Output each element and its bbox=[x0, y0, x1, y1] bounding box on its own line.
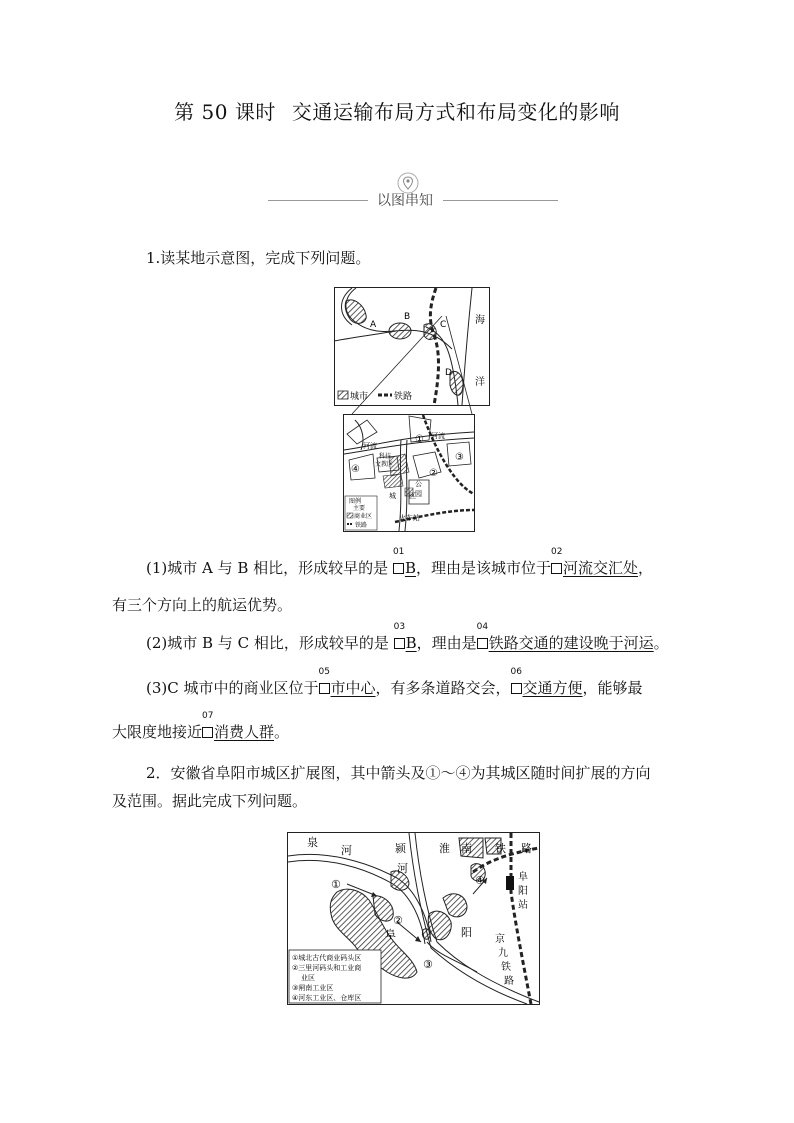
svg-text:洋: 洋 bbox=[475, 377, 485, 388]
answer-number-03: 03 bbox=[394, 633, 405, 653]
svg-text:③: ③ bbox=[423, 958, 433, 971]
section-divider-right bbox=[443, 200, 558, 201]
answer-number-04: 04 bbox=[477, 633, 488, 653]
q1-stem: 1.读某地示意图，完成下列问题。 bbox=[146, 249, 371, 267]
svg-text:海: 海 bbox=[475, 315, 485, 326]
svg-text:④: ④ bbox=[351, 464, 360, 475]
svg-text:公: 公 bbox=[415, 480, 422, 488]
svg-text:阜: 阜 bbox=[518, 872, 528, 883]
svg-text:C: C bbox=[440, 320, 447, 330]
svg-text:科技: 科技 bbox=[379, 453, 392, 460]
svg-text:园: 园 bbox=[415, 490, 422, 498]
q2-stem-line2: 及范围。据此完成下列问题。 bbox=[112, 792, 308, 810]
answer-number-05: 05 bbox=[319, 678, 330, 698]
answer-number-02: 02 bbox=[551, 558, 562, 578]
answer-05: 市中心 bbox=[330, 679, 376, 697]
svg-text:铁路: 铁路 bbox=[355, 522, 368, 529]
svg-text:业区: 业区 bbox=[301, 974, 315, 982]
svg-text:主要: 主要 bbox=[353, 505, 366, 512]
svg-text:铁: 铁 bbox=[501, 962, 511, 973]
svg-text:③: ③ bbox=[455, 452, 464, 463]
svg-text:文教区: 文教区 bbox=[375, 461, 394, 468]
answer-04: 铁路交通的建设晚于河运 bbox=[488, 634, 654, 652]
section-label: 以图串知 bbox=[377, 193, 433, 209]
svg-text:A: A bbox=[370, 320, 377, 330]
svg-text:④河东工业区、仓库区: ④河东工业区、仓库区 bbox=[292, 994, 362, 1002]
svg-text:阳: 阳 bbox=[461, 926, 472, 939]
answer-number-01: 01 bbox=[393, 558, 404, 578]
q1-part2: (2)城市 B 与 C 相比，形成较早的是 03 B，理由是 04 铁路交通的建设晚于河运。 bbox=[146, 622, 669, 652]
answer-03: B bbox=[405, 634, 417, 652]
svg-text:①: ① bbox=[415, 434, 424, 445]
map-fuyang-expansion bbox=[287, 832, 540, 1005]
svg-text:②: ② bbox=[429, 468, 438, 479]
answer-06: 交通方便 bbox=[522, 679, 583, 697]
svg-text:铁路: 铁路 bbox=[394, 392, 413, 402]
svg-text:九: 九 bbox=[498, 948, 508, 959]
q2-stem: 2．安徽省阜阳市城区扩展图，其中箭头及①～④为其城区随时间扩展的方向 bbox=[146, 764, 651, 782]
svg-text:河: 河 bbox=[341, 844, 352, 857]
svg-text:商业区: 商业区 bbox=[354, 513, 373, 520]
svg-text:区: 区 bbox=[409, 492, 416, 500]
map-city-c-detail bbox=[343, 414, 475, 532]
svg-text:③闸南工业区: ③闸南工业区 bbox=[292, 984, 334, 992]
answer-number-07: 07 bbox=[202, 722, 213, 742]
svg-text:B: B bbox=[404, 312, 411, 322]
svg-text:图例: 图例 bbox=[349, 498, 362, 505]
svg-text:④: ④ bbox=[475, 874, 485, 887]
svg-text:站: 站 bbox=[518, 900, 528, 911]
svg-text:①城北古代商业码头区: ①城北古代商业码头区 bbox=[292, 954, 362, 962]
q1-part3: (3)C 城市中的商业区位于 05 市中心，有多条道路交会， 06 交通方便，能够最 bbox=[146, 667, 643, 697]
svg-text:①: ① bbox=[331, 878, 341, 891]
svg-text:城: 城 bbox=[389, 492, 396, 500]
answer-02: 河流交汇处 bbox=[563, 559, 639, 577]
svg-text:京: 京 bbox=[495, 934, 505, 945]
svg-text:阳: 阳 bbox=[518, 886, 528, 897]
svg-text:河: 河 bbox=[397, 862, 408, 875]
svg-text:②: ② bbox=[393, 914, 403, 927]
q1-part1-line2: 有三个方向上的航运优势。 bbox=[112, 596, 293, 614]
section-divider-left bbox=[268, 200, 368, 201]
svg-text:颍: 颍 bbox=[395, 842, 406, 855]
zoom-connector bbox=[340, 316, 476, 416]
answer-number-06: 06 bbox=[511, 678, 522, 698]
page-title: 第 50 课时 交通运输布局方式和布局变化的影响 bbox=[174, 100, 620, 124]
svg-text:阜: 阜 bbox=[385, 928, 396, 941]
svg-text:火车站: 火车站 bbox=[399, 514, 420, 522]
svg-text:城市: 城市 bbox=[350, 392, 369, 402]
q1-part3-line2: 大限度地接近 07 消费人群。 bbox=[112, 711, 290, 741]
svg-text:D: D bbox=[445, 368, 452, 378]
svg-text:淮: 淮 bbox=[439, 842, 450, 855]
svg-text:②三里河码头和工业商: ②三里河码头和工业商 bbox=[292, 964, 362, 972]
svg-text:铁: 铁 bbox=[495, 842, 506, 855]
svg-text:河流: 河流 bbox=[363, 442, 377, 450]
svg-text:路: 路 bbox=[521, 842, 532, 855]
svg-text:路: 路 bbox=[504, 976, 514, 987]
answer-07: 消费人群 bbox=[214, 723, 275, 741]
svg-text:泉: 泉 bbox=[307, 836, 318, 849]
svg-text:河流: 河流 bbox=[431, 432, 445, 440]
svg-text:南: 南 bbox=[461, 842, 472, 855]
answer-01: B bbox=[404, 559, 416, 577]
q1-part1: (1)城市 A 与 B 相比，形成较早的是 01 B，理由是该城市位于 02 河流交汇处， bbox=[146, 547, 654, 577]
